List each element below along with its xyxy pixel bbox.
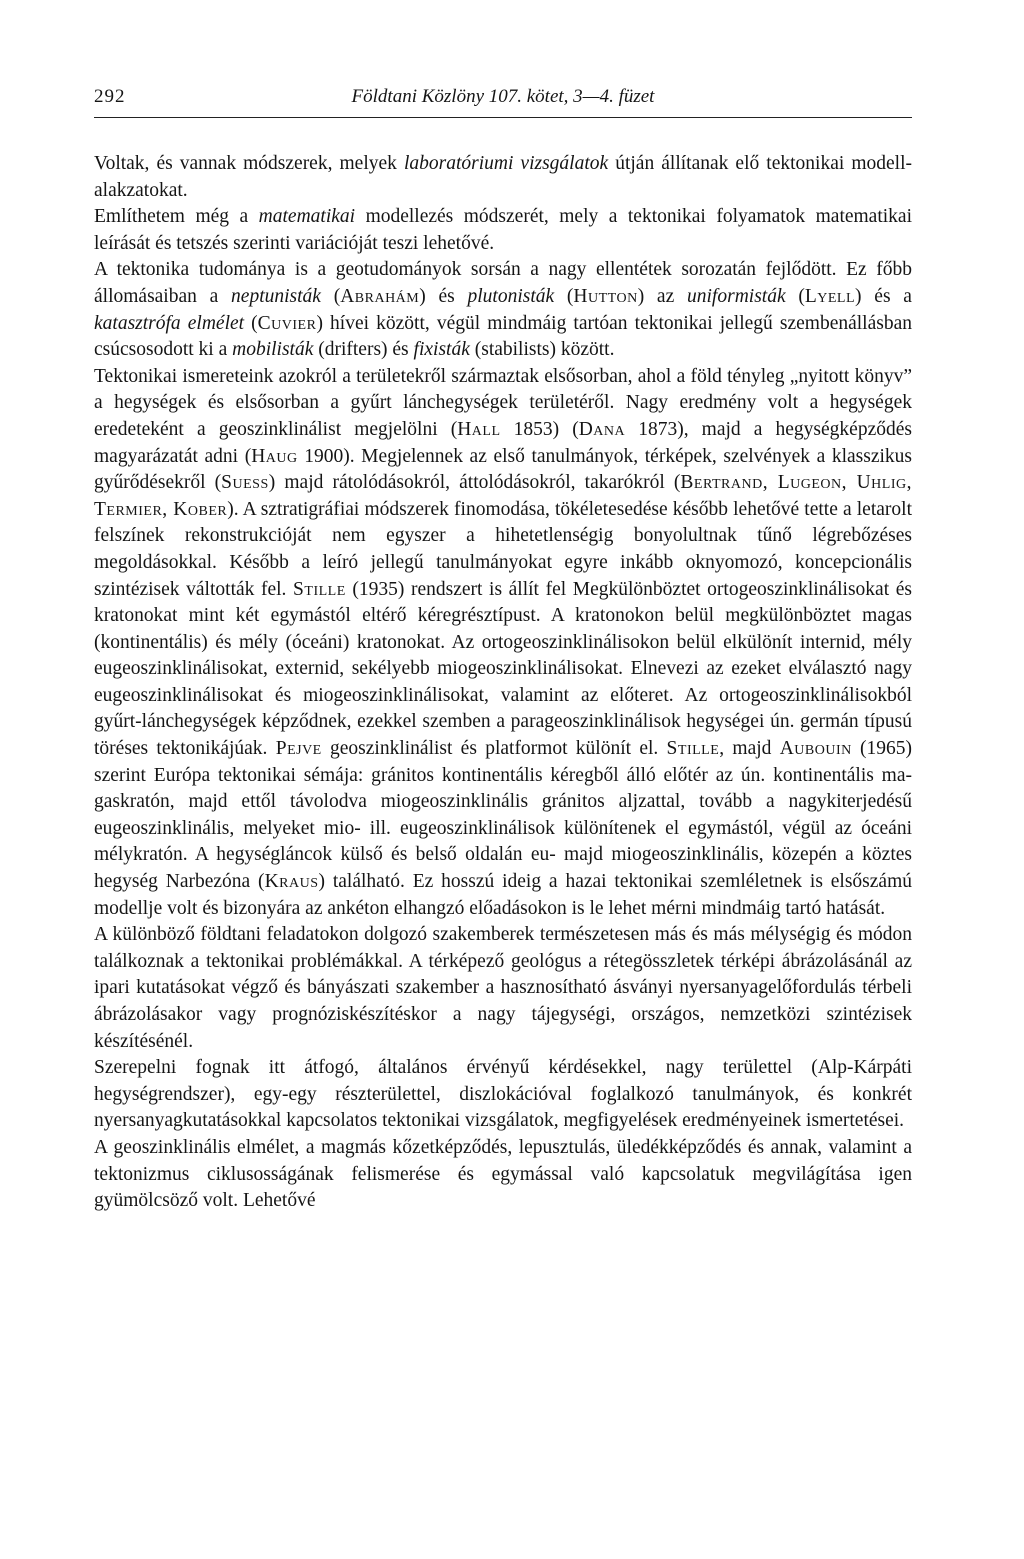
text-run: ) és a [855,285,912,307]
page-number: 292 [94,86,126,107]
paragraph [94,364,912,922]
text-run: geoszinklinálist és platformot különít el. [321,738,667,760]
author-name: Kraus [264,871,319,893]
text-run: 1853) ( [500,418,579,440]
text-run: (stabilists) között. [469,339,615,361]
italic-term: laboratóriumi vizsgálatok [403,153,609,174]
text-run: (1935) rendszert is állít fel Megkülönböztet ortogeoszinklinálisokat és kratonokat mint két egymástól eltérő kéregrésztípust. A kratonokon belül megkülönböztet magas (kontinentális) és mély (óceáni) kratonokat. Az ortogeoszinklinálisokon belül elkülönít internid, mély eugeoszinklinálisokat, externid, sekélyebb miogeoszinklinálisokat. Elnevezi az ezeket elválasztó nagy eugeoszinklinálisokat és miogeoszinklinálisokat, valamint az előteret. Az ortogeoszinklinálisokból gyűrt-lánchegységek képződnek, ezekkel szemben a parageoszinklinálisok hegységei ún. germán típusú töréses tektonikájúak. [94,578,912,760]
author-name: Abrahám [340,285,420,307]
text-run: ( [320,285,341,307]
text-run: , majd [719,738,780,760]
text-run: ( [554,285,574,307]
text-run: (1965) szerint Európa tektonikai sémája: gránitos kontinentális kéregből álló előtér az ún. kontinentális magaskratón, majd ettől távolodva miogeoszinklinális gránitos aljzattal, tovább a nagykiterjedésű eugeoszinklinális, melyeket mio- ill. eugeoszinklinálisok különítenek el egymástól, végül az óceáni mélykratón. A hegységláncok külső és belső oldalán eu- majd miogeoszinklinális, közepén a köztes hegység Narbezóna ( [94,738,912,893]
author-name: Hutton [573,285,638,307]
text-run: ( [244,312,258,334]
running-title: Földtani Közlöny 107. kötet, 3—4. füzet [351,86,655,107]
author-name: Stille [666,738,720,760]
text-run: A geoszinklinális elmélet, a magmás kőzetképződés, lepusztulás, üledékképződés és annak, valamint a tektonizmus ciklusosságának felismerése és egymással való kapcsolatuk megvilágítása igen gyümölcsöző volt. Lehetővé [94,1136,912,1212]
text-run: ) az [637,285,688,307]
author-name: Suess [221,472,269,494]
header-rule [94,117,912,118]
text-run: A különböző földtani feladatokon dolgozó szakemberek természetesen más és más mélységig és módon találkoznak a tektonikai problémákkal. A térképező geológus a rétegösszletek térképi ábrázolásánál az ipari kutatásokat végző és bányászati szakember a hasznosítható ásványi nyersanyagelőfordulás térbeli ábrázolásakor vagy prognóziskészítéskor a nagy tájegységi, országos, nemzetközi szintézisek készítésénél. [94,924,912,1052]
text-run: útján állítanak elő tektonikai modell-alakzatokat. [94,153,912,201]
text-run: A tektonika tudománya is a geotudományok sorsán a nagy ellentétek sorozatán fejlődött. Ez főbb állomásaiban a [94,259,912,307]
text-run: modellezés módszerét, mely a tektonikai folyamatok matematikai leírását és tetszés szerinti variációját teszi lehetővé. [94,206,912,254]
author-name: Pejve [275,738,322,760]
author-name: Aubouin [779,738,852,760]
italic-term: plutonisták [467,285,555,307]
text-run: ) és [419,285,468,307]
italic-term: matematikai [258,206,356,228]
text-run: ( [785,285,805,307]
paragraph [94,1055,912,1135]
text-run: ). A sztratigráfiai módszerek finomodása, tökéletesedése később lehetővé tette a letarolt felszínek rekonstrukcióját nem egyszer a hihetetlenségig bonyolultnak tűnő légrebőzéses megoldásokkal. Később a leíró jellegű tanulmányokat egyre inkább oknyomozó, koncepcionális szintézisek váltották fel. [94,498,912,600]
paragraph [94,151,912,204]
italic-term: fixisták [413,339,470,361]
author-name: Haug [251,445,298,467]
paragraph [94,257,912,363]
text-run: 1873), majd a hegységképződés magyarázatát adni ( [94,418,912,467]
text-run: Szerepelni fognak itt átfogó, általános érvényű kérdésekkel, nagy területtel (Alp-Kárpáti hegységrendszer), egy-egy részterülettel, diszlokációval foglalkozó tanulmányok, és konkrét nyersanyagkutatásokkal kapcsolatos tektonikai vizsgálatok, megfigyelések eredményeinek ismertetései. [94,1057,912,1132]
text-run: ) hívei között, végül mindmáig tartóan tektonikai jellegű szembenállásban csúcsosodott ki a [94,312,912,361]
author-name: Bertrand, Lugeon, Uhlig, Termier, Kober [94,472,912,520]
body-text [94,151,912,1215]
text-run: ) majd rátolódásokról, áttolódásokról, takarókról ( [268,472,681,494]
italic-term: neptunisták [231,285,321,307]
text-run: Voltak, és vannak módszerek, melyek [94,153,404,174]
paragraph [94,204,912,257]
author-name: Stille [293,578,346,600]
author-name: Lyell [804,285,856,307]
text-run: (drifters) és [313,339,414,361]
document-page [94,0,912,1559]
author-name: Dana [578,418,626,440]
text-run: Tektonikai ismereteink azokról a területekről származtak elsősorban, ahol a föld tényleg „nyitott könyv” a hegységek és elsősorban a gyűrt lánchegységek területéről. Nagy eredmény volt a hegységek eredeteként a geoszinklinálist megjelölni ( [94,365,912,440]
text-run: Említhetem még a [94,206,259,228]
italic-term: mobilisták [232,339,314,361]
page-header [94,86,912,116]
paragraph [94,1135,912,1215]
italic-term: katasztrófa elmélet [94,312,245,334]
author-name: Hall [457,418,501,440]
paragraph [94,922,912,1055]
text-run: 1900). Megjelennek az első tanulmányok, térképek, szelvények a klasszikus gyűrődésekről ( [94,445,912,494]
italic-term: uniformisták [687,285,786,307]
text-run: ) található. Ez hosszú ideig a hazai tektonikai szemléletnek is elsőszámú modellje volt és bizonyára az ankéton elhangzó előadásokon is le lehet mérni mindmáig tartó hatását. [94,871,912,919]
author-name: Cuvier [257,312,317,334]
